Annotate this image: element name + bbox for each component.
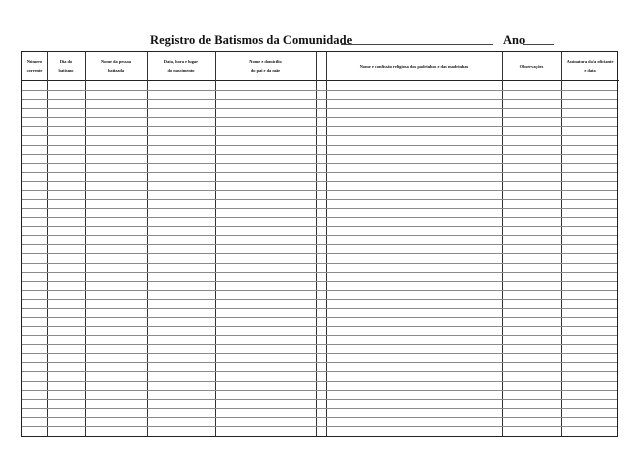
column-header-pais: Nome e domicílio do pai e da mãe: [215, 52, 316, 81]
page-title: Registro de Batismos da Comunidade: [150, 33, 353, 47]
column-header-nome-pessoa: Nome da pessoa batizada: [85, 52, 147, 81]
table-row-line: [22, 362, 617, 363]
column-header-dia: Dia do batismo: [47, 52, 85, 81]
table-row-line: [22, 353, 617, 354]
table-row-line: [22, 172, 617, 173]
table-row-line: [22, 299, 617, 300]
column-header-spacer: [316, 52, 326, 81]
table-row-line: [22, 163, 617, 164]
register-table: [21, 51, 618, 437]
table-row-line: [22, 281, 617, 282]
table-row-line: [22, 371, 617, 372]
column-header-padrinhos: Nome e confissão religiosa dos padrinhos e das madrinhas: [326, 52, 502, 81]
table-row-line: [22, 117, 617, 118]
table-row-line: [22, 253, 617, 254]
table-row-line: [22, 190, 617, 191]
column-header-numero: Número corrente: [22, 52, 47, 81]
table-row-line: [22, 145, 617, 146]
table-row-line: [22, 126, 617, 127]
table-row-line: [22, 199, 617, 200]
table-row-line: [22, 272, 617, 273]
table-row-line: [22, 408, 617, 409]
column-header-assinatura: Assinatura do/a oficiante e data: [561, 52, 619, 81]
title-bar: [0, 33, 640, 49]
table-row-line: [22, 399, 617, 400]
table-row-line: [22, 99, 617, 100]
table-row-line: [22, 426, 617, 427]
table-row-line: [22, 154, 617, 155]
table-row-line: [22, 390, 617, 391]
table-row-line: [22, 308, 617, 309]
table-row-line: [22, 181, 617, 182]
year-label: Ano: [503, 33, 526, 47]
community-name-line: [341, 44, 493, 45]
column-header-observacoes: Observações: [502, 52, 561, 81]
table-row-line: [22, 344, 617, 345]
table-row-line: [22, 290, 617, 291]
table-row-line: [22, 217, 617, 218]
table-row-line: [22, 417, 617, 418]
table-row-line: [22, 244, 617, 245]
table-row-line: [22, 326, 617, 327]
table-row-line: [22, 108, 617, 109]
table-row-line: [22, 335, 617, 336]
table-row-line: [22, 208, 617, 209]
column-header-nascimento: Data, hora e lugar do nascimento: [147, 52, 215, 81]
table-row-line: [22, 226, 617, 227]
table-row-line: [22, 263, 617, 264]
table-row-line: [22, 135, 617, 136]
table-row-line: [22, 381, 617, 382]
table-row-line: [22, 90, 617, 91]
table-row-line: [22, 235, 617, 236]
year-line: [523, 44, 554, 45]
table-row-line: [22, 317, 617, 318]
